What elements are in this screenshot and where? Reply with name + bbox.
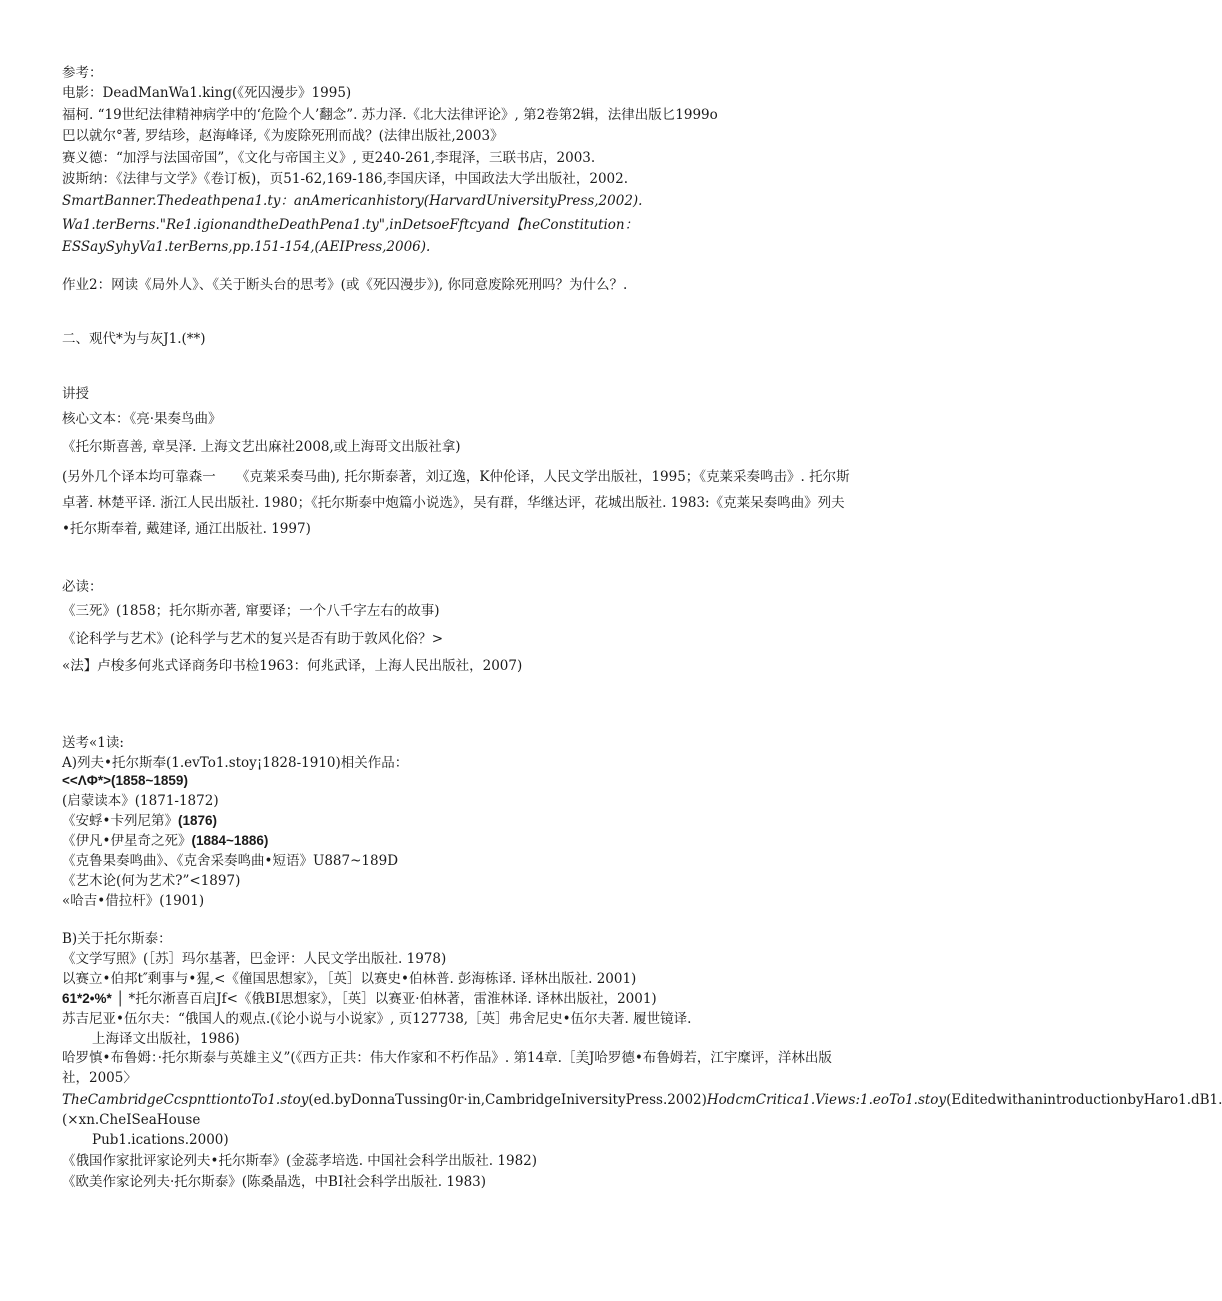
further-reading-heading: 送考«1读: [62, 735, 124, 751]
reference-foucault: 福柯. “19世纪法律精神病学中的‘危险个人’翻念”. 苏力泽.《北大法律评论》, 第2卷第2辑，法律出版匕1999o [62, 107, 718, 123]
tolstoy-study-continued: 上海译文出版社，1986) [92, 1031, 240, 1047]
core-edition: 《托尔斯喜善, 章昊泽. 上海文艺出麻社2008,或上海哥文出版社拿) [62, 439, 461, 455]
reference-banner: SmartBanner.Thedeathpena1.ty：anAmericanhistory(HarvardUniversityPress,2002). [62, 193, 643, 209]
other-translations: (另外几个译本均可靠森一 《克莱采奏马曲), 托尔斯泰著，刘辽逸，K仲伦译，人民文学出版社，1995；《克莱采奏鸣击》. 托尔斯卓著. 林楚平译. 浙江人民出版社. 1980；《托尔斯泰中炮篇小说选》，吴有群，华继达评，花城出版社. 1983:《克莱呆奏鸣曲》列夫•托尔斯奉着, 戴建译, 通江出版社. 1997) [62, 469, 850, 537]
work-item: 《克鲁果奏鸣曲》、《克舍采奏鸣曲•短语》U887~189D [62, 853, 399, 869]
tolstoy-study: 《文学写照》(［苏］玛尔基著，巴金评：人民文学出版社. 1978) [62, 951, 447, 967]
work-item: 《艺木论(何为艺术?”<1897) [62, 873, 241, 889]
work-item: <<ΛΦ*>(1858~1859) [62, 773, 188, 788]
section-a-title: A)列夫•托尔斯奉(1.evTo1.stoy¡1828-1910)相关作品： [62, 755, 409, 771]
tolstoy-study: 以赛立•伯邦t″剩事与•猩,<《僮国思想家》，［英］以赛史•伯林普. 彭海栋译. 译林出版社. 2001) [62, 971, 637, 987]
reference-berns: Wa1.terBerns."Re1.igionandtheDeathPena1.ty",inDetsoeFftcyand【heConstitution：ESSaySyhyVa1.terBerns,pp.151-154,(AEIPress,2006). [62, 217, 639, 255]
reference-badinter: 巴以就尔°著, 罗结珍，赵海峰译,《为废除死刑而战？(法律出版社,2003》 [62, 128, 504, 144]
required-item: «法】卢梭多何兆式译商务印书检1963：何兆武译，上海人民出版社，2007) [62, 658, 523, 674]
reference-film: 电影：DeadManWa1.king(《死囚漫步》1995) [62, 85, 352, 101]
tolstoy-study: 《欧美作家论列夫·托尔斯泰》(陈桑晶选，中BI社会科学出版社. 1983) [62, 1174, 487, 1190]
required-heading: 必读： [62, 579, 103, 595]
references-heading: 参考： [62, 65, 103, 81]
tolstoy-study: 61*2•%* │ *托尔淅喜百启Jf<《俄BI思想家》，［英］以赛亚·伯林著，雷淮林译. 译林出版社，2001) [62, 991, 657, 1007]
homework-2: 作业2：网读《局外人》、《关于断头台的思考》(或《死囚漫步》), 你同意废除死刑吗？为什么？. [62, 277, 628, 293]
tolstoy-study-continued: Pub1.ications.2000) [92, 1132, 229, 1148]
tolstoy-study: TheCambridgeCcspnttiontoTo1.stoy(ed.byDonnaTussing0r·in,CambridgeIniversityPress.2002)HodcmCritica1.Views:1.eoTo1.stoy(EditedwithanintroductionbyHaro1.dB1.(×xn.CheISeaHouse [62, 1092, 1222, 1128]
core-text: 核心文本：《亮·果奏鸟曲》 [62, 411, 222, 427]
work-item: (启蒙读本》(1871-1872) [62, 793, 219, 809]
section-b-title: B)关于托尔斯泰： [62, 931, 172, 947]
tolstoy-study: 哈罗慎•布鲁姆：·托尔斯泰与英雄主义”(《西方正共：伟大作家和不朽作品》. 第14章.［美J哈罗德•布鲁姆若，江宇糜评，洋林出版社，2005〉 [62, 1050, 832, 1086]
work-item: 《伊凡•伊星奇之死》(1884~1886) [62, 833, 269, 849]
reference-said: 赛义德：“加浮与法国帝国”，《文化与帝国主义》, 更240-261,李琨泽，三联书店，2003. [62, 150, 596, 166]
work-item: «哈吉•借拉杆》(1901) [62, 893, 205, 909]
tolstoy-study: 苏吉尼亚•伍尔夫：“俄国人的观点.(《论小说与小说家》, 页127738,［英］弗舍尼史•伍尔夫著. 履世镜译. [62, 1011, 692, 1027]
reference-posner: 波斯纳：《法律与文学》《卷订板)，页51-62,169-186,李国庆译，中国政法大学出版社，2002. [62, 171, 629, 187]
work-item: 《安蜉•卡列尼第》(1876) [62, 813, 217, 829]
required-item: 《三死》(1858；托尔斯亦著, 窜要译；一个八千字左右的故事) [62, 603, 440, 619]
lecture-heading: 讲授 [62, 386, 89, 402]
section-2-title: 二、观代*为与灰J1.(**) [62, 331, 206, 347]
tolstoy-study: 《俄国作家批评家论列夫•托尔斯奉》(金蕊孝培选. 中国社会科学出版社. 1982) [62, 1153, 538, 1169]
required-item: 《论科学与艺术》(论科学与艺术的复兴是否有助于敦风化俗？> [62, 631, 444, 647]
